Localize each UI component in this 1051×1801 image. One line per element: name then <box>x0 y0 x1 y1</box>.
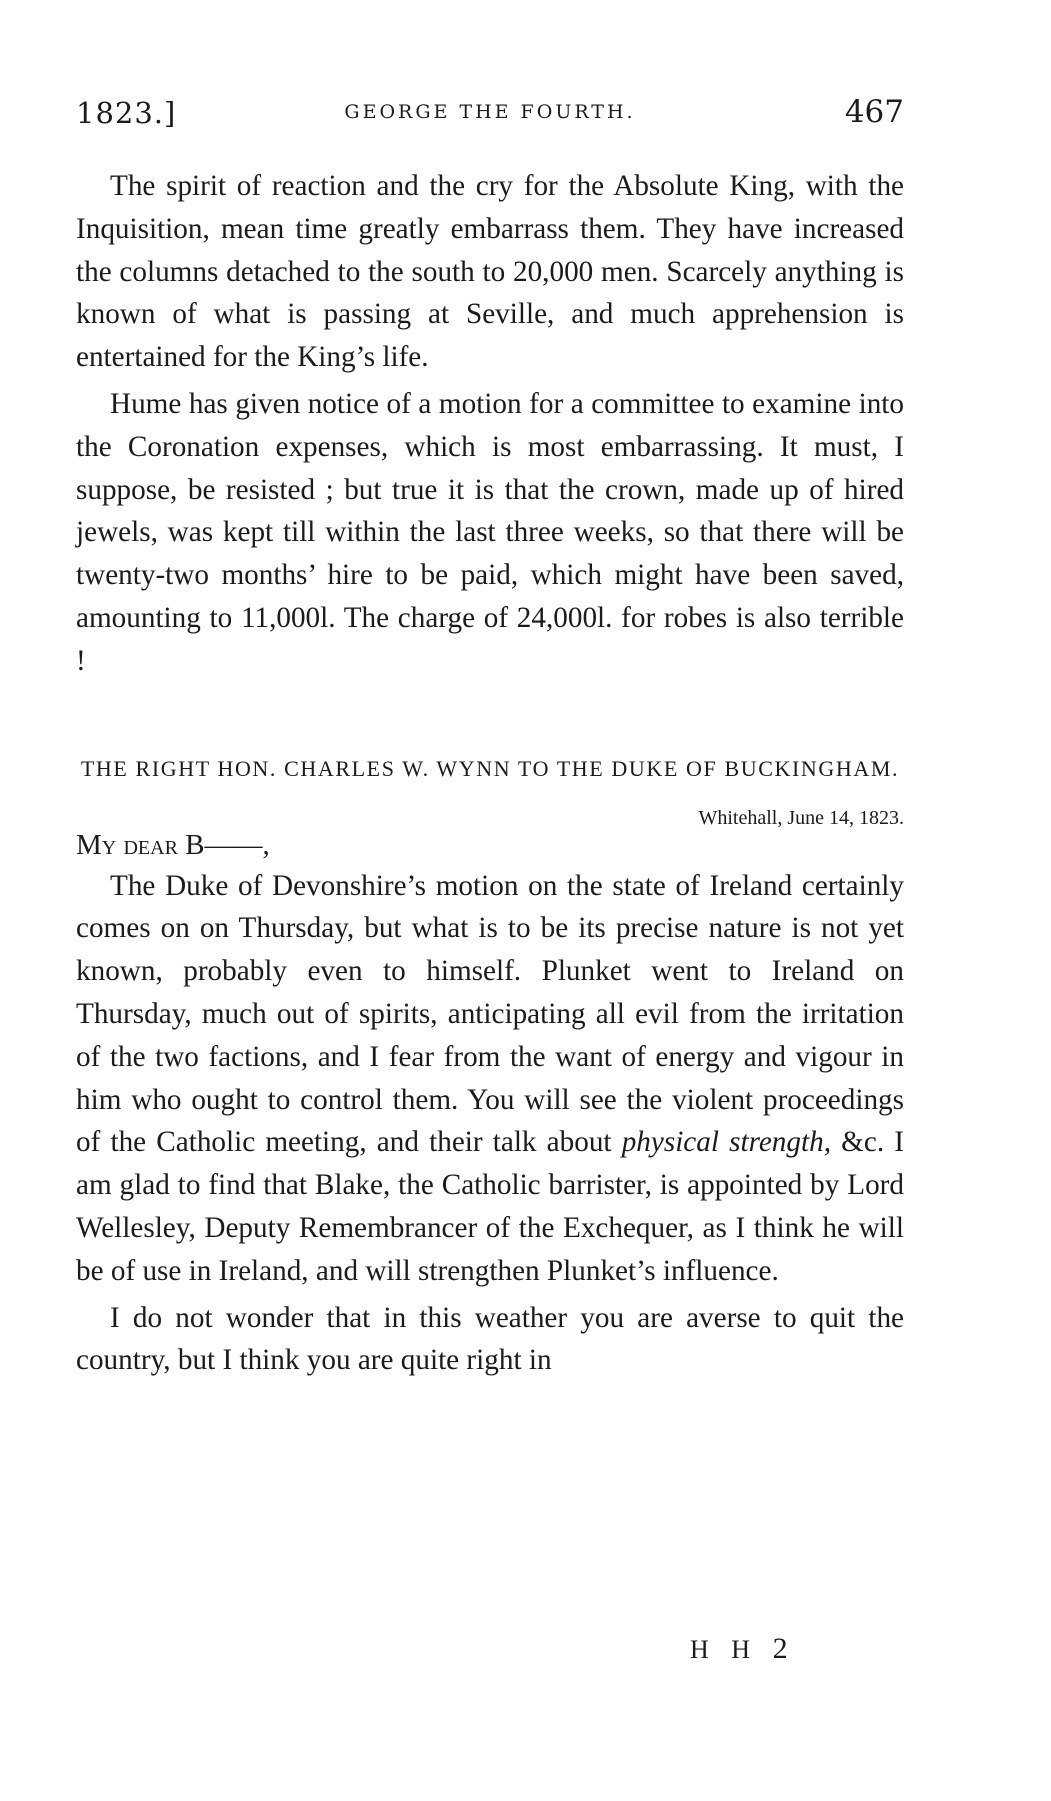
printer-signature-mark <box>690 1632 788 1666</box>
signature-letters: H H <box>690 1635 759 1664</box>
letter-paragraph-ireland-text-1: The Duke of Devonshire’s motion on the state of Ireland certainly comes on on Thursday, but what is to be its precise nature is not yet known, probably even to himself. Plunket went to Ireland on Thursday, much out of spirits, anticipating all evil from the irritation of the two factions, and I fear from the want of energy and vigour in him who ought to control them. You will see the violent proceedings of the Catholic meeting, and their talk about <box>76 869 904 1159</box>
running-header <box>76 96 904 146</box>
header-title: GEORGE THE FOURTH. <box>344 101 636 123</box>
header-year: 1823.] <box>76 96 177 130</box>
letter-heading: THE RIGHT HON. CHARLES W. WYNN TO THE DUKE OF BUCKINGHAM. <box>80 755 900 781</box>
signature-number: 2 <box>772 1632 788 1665</box>
page-body <box>76 165 904 1382</box>
letter-paragraph-ireland-text-2: &c. I am glad to find that Blake, the Catholic barrister, is appointed by Lord Wellesley, Deputy Remembrancer of the Exchequer, as I think he will be of use in Ireland, and will strengthen Plunket’s influence. <box>76 1126 904 1287</box>
letter-paragraph-weather: I do not wonder that in this weather you are averse to quit the country, but I think you are quite right in <box>76 1301 904 1377</box>
italic-phrase: physical strength, <box>621 1126 831 1159</box>
paragraph-coronation: Hume has given notice of a motion for a committee to examine into the Coronation expenses, which is most embarrassing. It must, I suppose, be resisted ; but true it is that the crown, made up of hired jewels, was kept till within the last three weeks, so that there will be twenty-two months’ hire to be paid, which might have been saved, amounting to 11,000l. The charge of 24,000l. for robes is also terrible ! <box>76 387 904 677</box>
paragraph-spain: The spirit of reaction and the cry for the Absolute King, with the Inquisition, mean time greatly embarrass them. They have increased the columns detached to the south to 20,000 men. Scarcely anything is known of what is passing at Seville, and much apprehension is entertained for the King’s life. <box>76 170 904 374</box>
letter-paragraph-ireland <box>76 865 904 1293</box>
letter-dateline: Whitehall, June 14, 1823. <box>698 806 904 829</box>
page-number: 467 <box>844 94 904 130</box>
letter-salutation: My dear B——, <box>76 828 270 861</box>
